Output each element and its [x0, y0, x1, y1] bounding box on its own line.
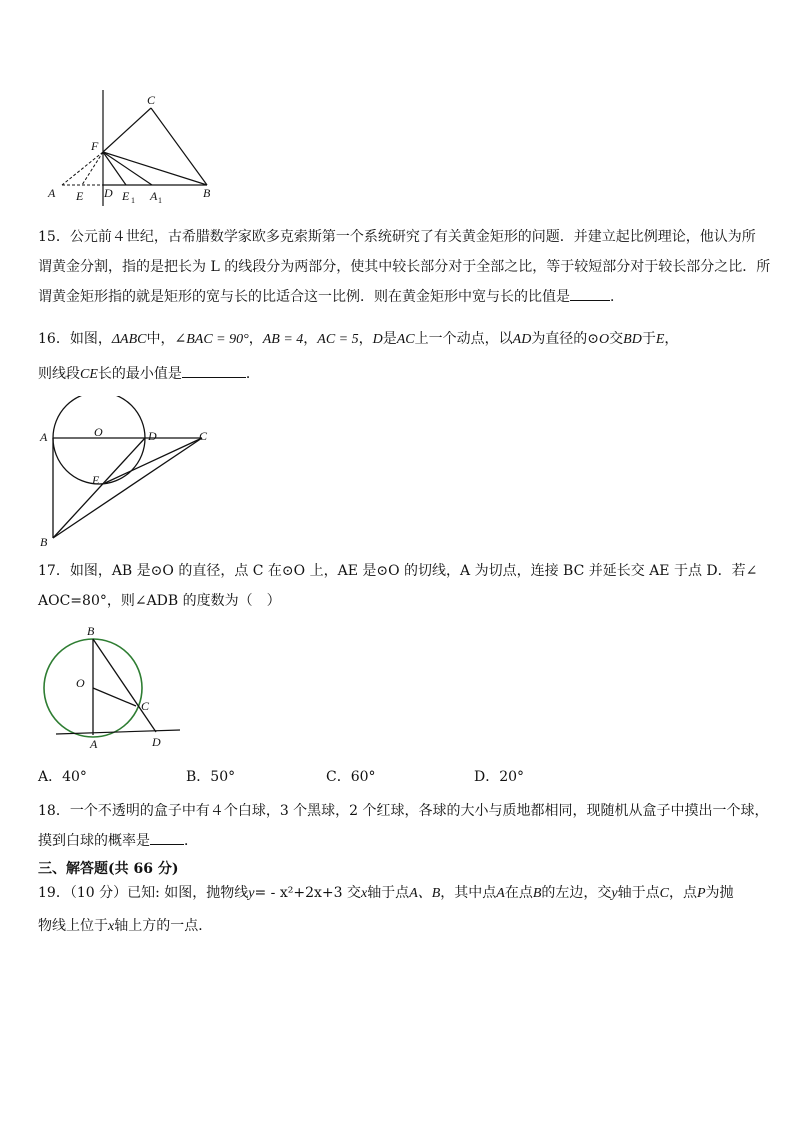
label-e1-sub: 1: [131, 196, 135, 205]
t: ，其中点: [440, 885, 497, 901]
label-b: B: [40, 535, 48, 549]
q15-line-3-text: 谓黄金矩形指的就是矩形的宽与长的比适合这一比例．则在黄金矩形中宽与长的比值是: [38, 289, 570, 305]
question-17: [38, 556, 758, 616]
q15-line-3-end: ．: [610, 289, 624, 305]
label-f: F: [91, 139, 99, 153]
label-a: A: [48, 186, 56, 200]
label-d: D: [148, 429, 157, 443]
point-b: B: [532, 886, 542, 901]
figure-q15: [40, 88, 230, 210]
t: ，: [248, 331, 263, 347]
figure-q17: [38, 622, 188, 752]
segment-ce: CE: [80, 367, 98, 382]
var-y: y: [248, 886, 255, 901]
label-b: B: [87, 624, 95, 638]
question-18: [38, 796, 769, 856]
angle-bac: ∠BAC = 90°: [174, 332, 249, 347]
point-a: A: [496, 886, 505, 901]
t: 的左边，交: [541, 885, 612, 901]
t: 为直径的⊙: [531, 331, 600, 347]
label-d: D: [104, 186, 113, 200]
label-e: E: [76, 189, 84, 203]
t: 物线上位于: [38, 918, 108, 934]
triangle-abc: ΔABC: [111, 332, 147, 347]
t: 上一个动点，以: [414, 331, 513, 347]
t: ，: [303, 331, 318, 347]
t: 19．（10 分）已知: 如图，抛物线: [38, 885, 249, 901]
label-e: E: [92, 473, 100, 487]
answer-blank: [570, 286, 610, 301]
label-c: C: [141, 699, 150, 713]
q19-line-1: [38, 877, 758, 910]
label-o: O: [76, 676, 85, 690]
t: 则线段: [38, 366, 80, 382]
label-a: A: [40, 430, 48, 444]
label-a1-sub: 1: [158, 196, 162, 205]
point-c: C: [659, 886, 669, 901]
question-19: [38, 877, 758, 943]
t: 于: [641, 331, 656, 347]
q17-options: [38, 766, 758, 788]
t: ，: [664, 331, 679, 347]
q17-line-2: AOC=80°，则∠ADB 的度数为（ ）: [38, 593, 281, 609]
t: ，点: [668, 885, 697, 901]
var-x: x: [360, 886, 368, 901]
t: 交: [609, 331, 624, 347]
label-a1: A: [150, 189, 158, 203]
t: 摸到白球的概率是: [38, 833, 150, 849]
option-a: A．40°: [38, 769, 87, 785]
answer-blank: [182, 363, 246, 378]
label-d: D: [152, 735, 161, 749]
label-c: C: [199, 429, 208, 443]
segment-bd: BD: [623, 332, 642, 347]
q15-line-2: 谓黄金分割，指的是把长为 L 的线段分为两部分，使其中较长部分对于全部之比，等于较短部分对于较长部分之比．所: [38, 259, 771, 275]
q19-line-2: [38, 910, 758, 943]
t: ．: [245, 366, 260, 382]
q18-line-2: [38, 826, 758, 856]
t: 16．如图，: [38, 331, 112, 347]
var-x: x: [108, 919, 115, 934]
q18-line-1: 18．一个不透明的盒子中有４个白球，3 个黑球，2 个红球，各球的大小与质地都相同，现随机从盒子中摸出一个球，: [38, 803, 769, 819]
label-c: C: [147, 93, 156, 107]
point-p: P: [696, 886, 706, 901]
points-ab: A、B: [409, 886, 441, 901]
t: = - x²+2x+3 交: [254, 885, 361, 901]
q15-line-3: [38, 282, 758, 312]
answer-blank: [150, 830, 184, 845]
question-15: [38, 222, 771, 312]
section-heading: 三、解答题(共 66 分): [38, 861, 179, 877]
point-e: E: [655, 332, 665, 347]
t: ，: [358, 331, 373, 347]
segment-ad: AD: [512, 332, 532, 347]
ab-value: AB = 4: [262, 332, 304, 347]
t: 为抛: [705, 885, 734, 901]
q16-line-1: [38, 322, 758, 357]
option-d: D．20°: [474, 769, 525, 785]
t: 轴于点: [617, 885, 660, 901]
segment-ac: AC: [396, 332, 415, 347]
t: 轴于点: [367, 885, 410, 901]
var-y: y: [611, 886, 618, 901]
ac-value: AC = 5: [317, 332, 359, 347]
q16-line-2: [38, 357, 758, 392]
label-a: A: [90, 737, 98, 751]
t: ．: [184, 833, 198, 849]
t: 轴上方的一点．: [114, 918, 213, 934]
q15-line-1: 15．公元前４世纪，古希腊数学家欧多克索斯第一个系统研究了有关黄金矩形的问题．并建立起比例理论，他认为所: [38, 229, 756, 245]
option-b: B．50°: [186, 769, 236, 785]
label-o: O: [94, 425, 103, 439]
label-e1: E: [122, 189, 130, 203]
t: 在点: [504, 885, 533, 901]
figure-q16: [36, 396, 216, 552]
q17-line-1: 17．如图，AB 是⊙O 的直径，点 C 在⊙O 上，AE 是⊙O 的切线，A 为切点，连接 BC 并延长交 AE 于点 D．若∠: [38, 563, 758, 579]
t: 是: [382, 331, 397, 347]
label-b: B: [203, 186, 211, 200]
option-c: C．60°: [326, 769, 376, 785]
point-d: D: [372, 332, 383, 347]
circle-o: O: [599, 332, 610, 347]
question-16: [38, 322, 758, 392]
t: 中，: [146, 331, 175, 347]
t: 长的最小值是: [97, 366, 182, 382]
